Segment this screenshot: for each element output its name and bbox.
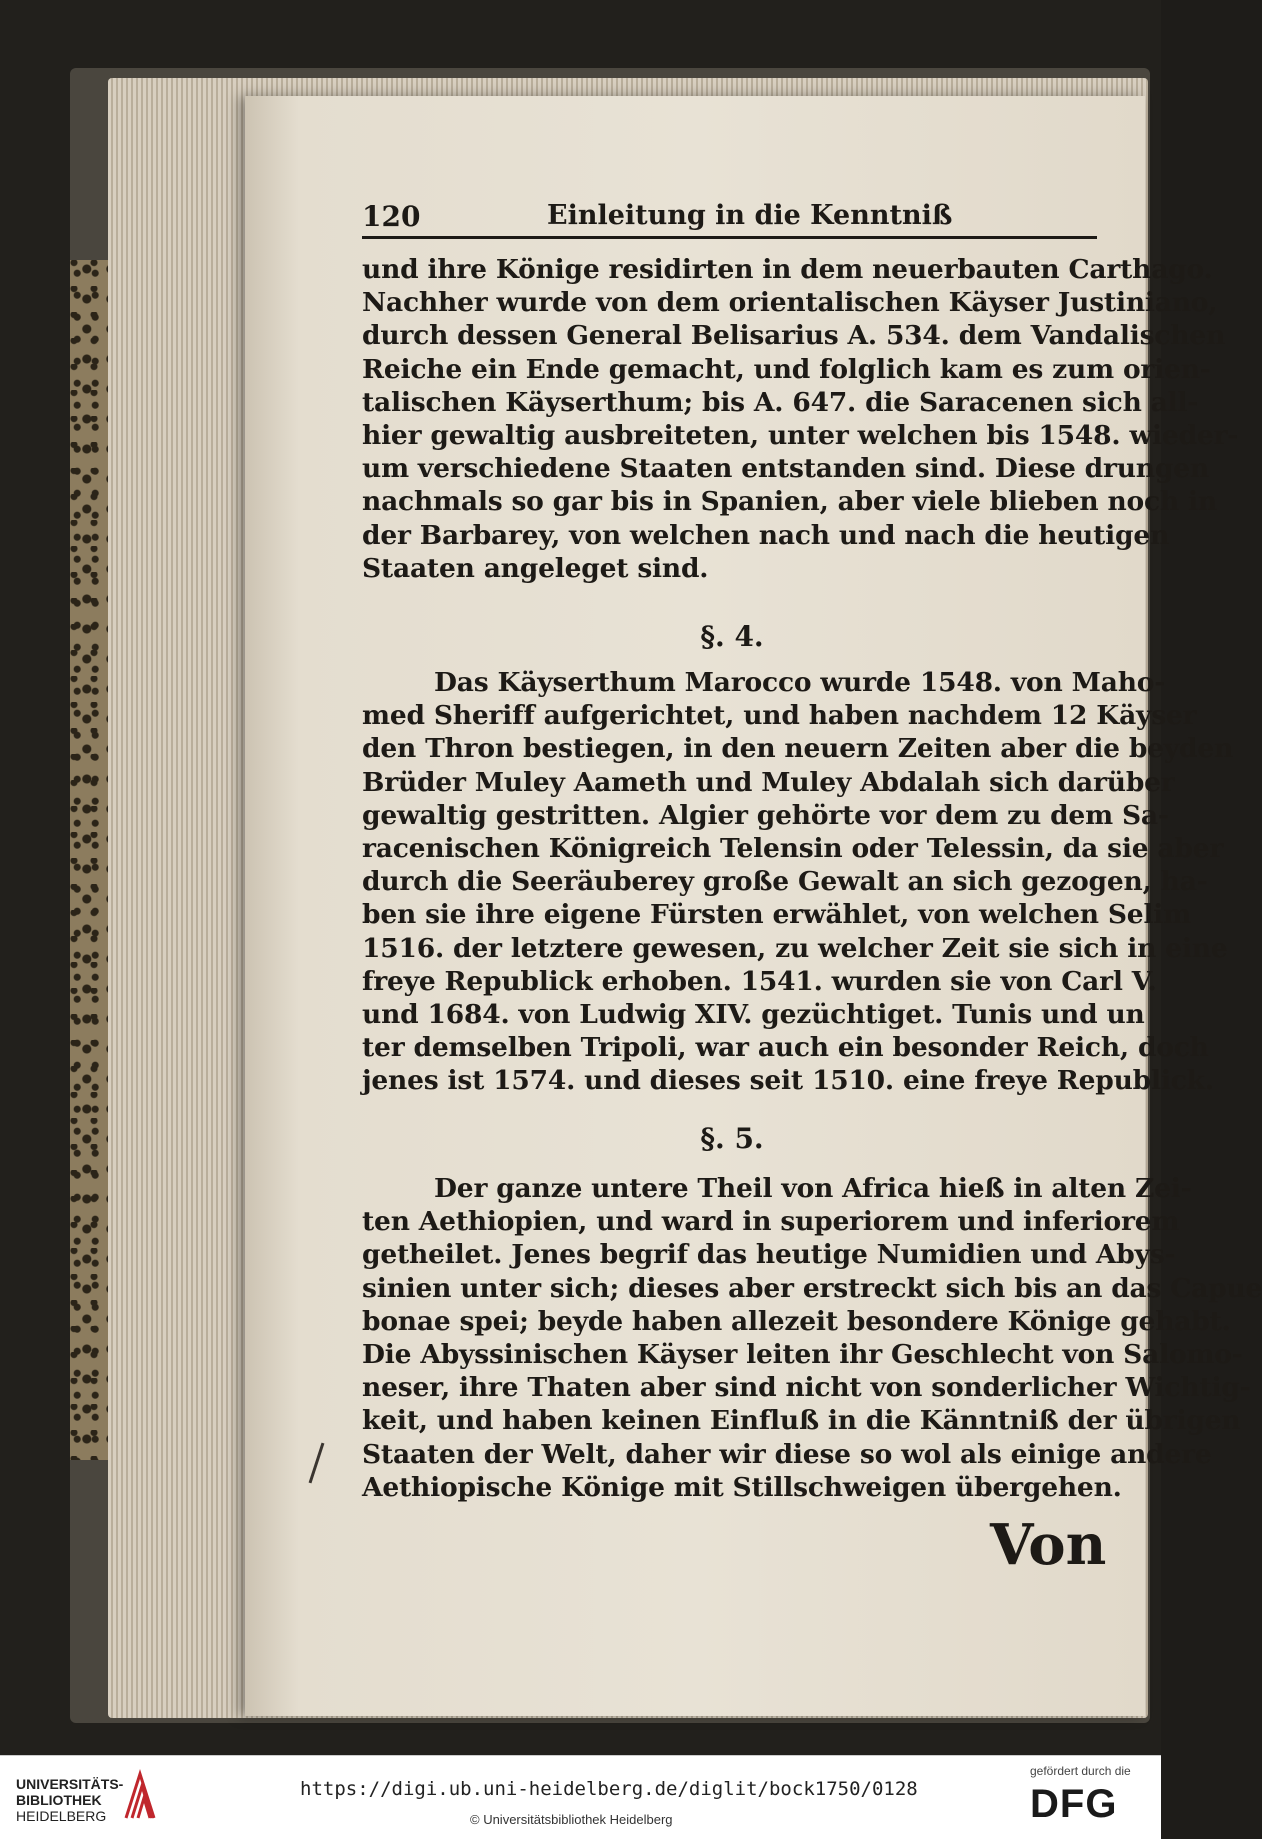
- text-line: und ihre Könige residirten in dem neuerbauten Carthago.: [362, 254, 1213, 285]
- text-line: bonae spei; beyde haben allezeit besondere Könige gehabt.: [362, 1305, 1231, 1337]
- dfg-logo[interactable]: DFG: [1030, 1782, 1118, 1826]
- text-line: jenes ist 1574. und dieses seit 1510. eine freye Republick.: [362, 1065, 1214, 1097]
- text-line: sinien unter sich; dieses aber erstreckt sich bis an das Capue: [362, 1272, 1262, 1304]
- library-name-line2: BIBLIOTHEK: [16, 1792, 102, 1808]
- library-logo-text[interactable]: [16, 1776, 123, 1824]
- text-line: freye Republick erhoben. 1541. wurden sie von Carl V.: [362, 965, 1157, 997]
- text-line: keit, und haben keinen Einfluß in die Känntniß der übrigen: [362, 1405, 1241, 1437]
- text-line: Staaten angeleget sind.: [362, 552, 709, 584]
- section-heading-5: §. 5.: [700, 1122, 764, 1155]
- paragraph-2: [362, 666, 1234, 1098]
- text-line: talischen Käyserthum; bis A. 647. die Saracenen sich all-: [362, 386, 1199, 418]
- text-line: Staaten der Welt, daher wir diese so wol als einige andere: [362, 1438, 1212, 1470]
- text-line: und 1684. von Ludwig XIV. gezüchtiget. Tunis und un: [362, 999, 1145, 1031]
- text-line: um verschiedene Staaten entstanden sind. Diese drungen: [362, 453, 1209, 485]
- page-header: [362, 200, 1097, 239]
- text-line: ben sie ihre eigene Fürsten erwählet, von welchen Selim: [362, 899, 1192, 931]
- library-logo-icon[interactable]: [120, 1768, 160, 1824]
- catchword: Von: [990, 1512, 1107, 1578]
- text-line: durch die Seeräuberey große Gewalt an sich gezogen, ha-: [362, 866, 1208, 898]
- text-line: gewaltig gestritten. Algier gehörte vor dem zu dem Sa-: [362, 799, 1169, 831]
- funding-note: gefördert durch die: [1030, 1764, 1131, 1778]
- text-line: durch dessen General Belisarius A. 534. dem Vandalischen: [362, 320, 1226, 352]
- text-line: Das Käyserthum Marocco wurde 1548. von Maho-: [434, 667, 1166, 698]
- section-heading-4: §. 4.: [700, 620, 764, 653]
- running-title: Einleitung in die Kenntniß: [547, 200, 953, 231]
- text-line: der Barbarey, von welchen nach und nach die heutigen: [362, 519, 1170, 551]
- text-line: racenischen Königreich Telensin oder Telessin, da sie aber: [362, 833, 1224, 865]
- page-number: 120: [362, 200, 421, 233]
- text-line: med Sheriff aufgerichtet, und haben nachdem 12 Käyser: [362, 700, 1197, 732]
- text-line: neser, ihre Thaten aber sind nicht von sonderlicher Wichtig-: [362, 1372, 1251, 1404]
- copyright-text: © Universitätsbibliothek Heidelberg: [470, 1812, 673, 1827]
- text-line: Der ganze untere Theil von Africa hieß in alten Zei-: [434, 1173, 1192, 1204]
- library-name-line1: UNIVERSITÄTS-: [16, 1776, 124, 1792]
- text-line: ten Aethiopien, und ward in superiorem und inferiorem: [362, 1206, 1180, 1238]
- text-line: getheilet. Jenes begrif das heutige Numidien und Abys-: [362, 1239, 1176, 1271]
- text-line: 1516. der letztere gewesen, zu welcher Zeit sie sich in eine: [362, 932, 1228, 964]
- text-line: hier gewaltig ausbreiteten, unter welchen bis 1548. wieder-: [362, 420, 1239, 452]
- permalink-url[interactable]: https://digi.ub.uni-heidelberg.de/diglit/bock1750/0128: [300, 1778, 918, 1800]
- paragraph-1: [362, 253, 1239, 585]
- text-line: Nachher wurde von dem orientalischen Käyser Justiniano,: [362, 287, 1218, 319]
- text-line: Die Abyssinischen Käyser leiten ihr Geschlecht von Salomo-: [362, 1339, 1243, 1371]
- text-line: ter demselben Tripoli, war auch ein besonder Reich, doch: [362, 1032, 1209, 1064]
- paragraph-3: [362, 1172, 1262, 1504]
- text-line: nachmals so gar bis in Spanien, aber viele blieben noch in: [362, 486, 1217, 518]
- library-name-line3: HEIDELBERG: [16, 1808, 107, 1824]
- text-line: den Thron bestiegen, in den neuern Zeiten aber die beyden: [362, 733, 1234, 765]
- text-line: Reiche ein Ende gemacht, und folglich kam es zum orien-: [362, 353, 1211, 385]
- text-line: Brüder Muley Aameth und Muley Abdalah sich darüber: [362, 766, 1175, 798]
- text-line: Aethiopische Könige mit Stillschweigen übergehen.: [362, 1471, 1122, 1503]
- footer-bar: [0, 1755, 1161, 1839]
